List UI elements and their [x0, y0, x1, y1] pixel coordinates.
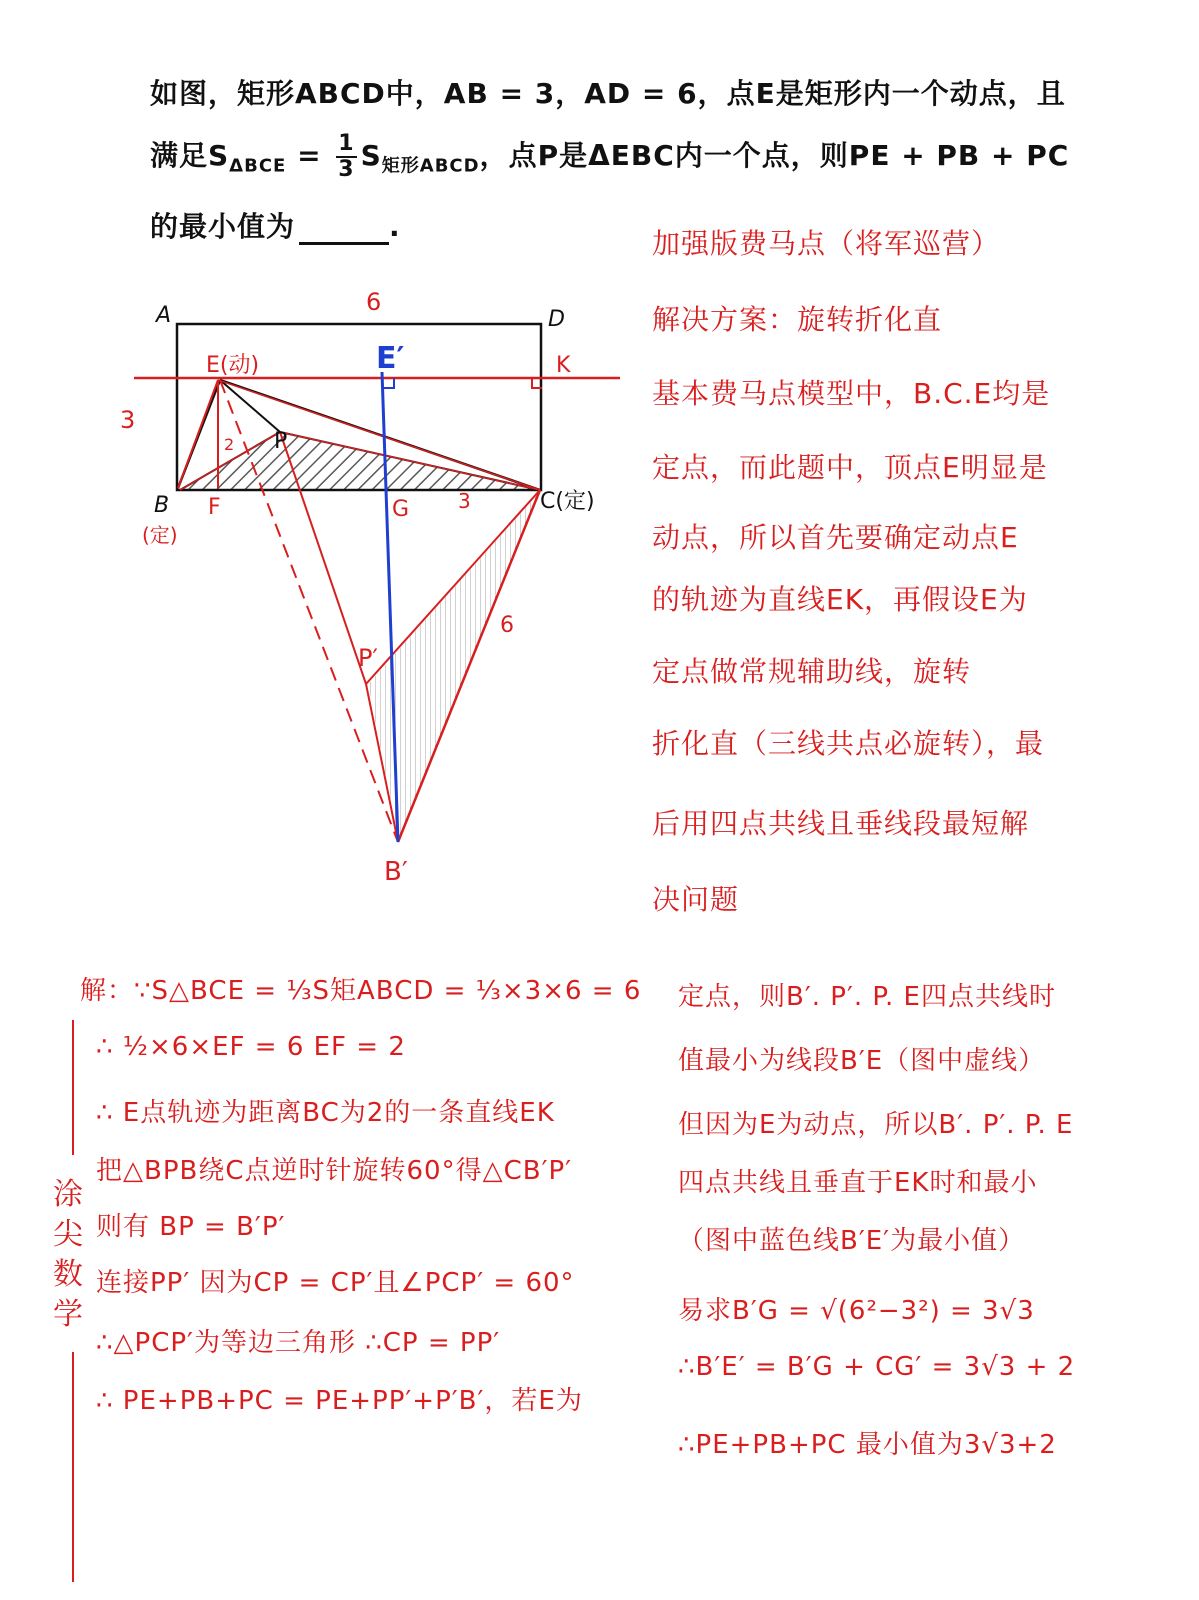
label-c: C(定) [540, 489, 595, 514]
label-eprime: E′ [376, 341, 405, 376]
shaded-triangle-cpb [368, 490, 540, 842]
solution-line: 则有 BP = B′P′ [96, 1212, 286, 1242]
label-len-ef: 2 [224, 435, 235, 454]
side-bar-bottom [72, 1352, 74, 1582]
note-line: 解决方案：旋转折化直 [652, 303, 943, 336]
note-line: 决问题 [652, 883, 740, 916]
answer-blank [299, 218, 389, 245]
solution-line: ∴PE+PB+PC 最小值为3√3+2 [678, 1430, 1057, 1460]
label-p: P [274, 429, 288, 454]
label-len-ad: 6 [366, 288, 382, 316]
label-a: A [156, 303, 172, 328]
problem-line2-d: ，点P是ΔEBC内一个点，则PE + PB + PC [479, 139, 1070, 172]
label-d: D [548, 307, 565, 332]
solution-line: 把△BPB绕C点逆时针旋转60°得△CB′P′ [96, 1156, 573, 1186]
label-len-gc: 3 [458, 489, 471, 513]
solution-line: ∴ PE+PB+PC = PE+PP′+P′B′，若E为 [96, 1386, 583, 1416]
label-len-ab: 3 [120, 406, 136, 434]
problem-line2-c: S [360, 139, 382, 172]
problem-line-1: 如图，矩形ABCD中，AB = 3，AD = 6，点E是矩形内一个动点，且 [150, 77, 1066, 110]
problem-sub-bce: ΔBCE [229, 155, 287, 177]
solution-line: ∴ E点轨迹为距离BC为2的一条直线EK [96, 1098, 555, 1128]
note-line: 加强版费马点（将军巡营） [652, 227, 1001, 260]
problem-line3-end: . [389, 210, 401, 243]
note-line: 折化直（三线共点必旋转），最 [652, 727, 1045, 760]
fraction-numerator: 1 [338, 131, 355, 156]
solution-line: ∴ ½×6×EF = 6 EF = 2 [96, 1032, 406, 1062]
note-line: 动点，所以首先要确定动点E [652, 521, 1019, 554]
label-len-cbprime: 6 [500, 613, 514, 638]
solution-line: ∴B′E′ = B′G + CG′ = 3√3 + 2 [678, 1352, 1076, 1382]
solution-line: 连接PP′ 因为CP = CP′且∠PCP′ = 60° [96, 1268, 575, 1298]
note-line: 的轨迹为直线EK，再假设E为 [652, 583, 1028, 616]
label-b-fixed: (定) [142, 523, 178, 547]
solution-line: 易求B′G = √(6²−3²) = 3√3 [678, 1296, 1035, 1326]
note-line: 定点做常规辅助线，旋转 [652, 655, 972, 688]
problem-line2-b: = [286, 139, 333, 172]
problem-line2-a: 满足S [150, 139, 230, 172]
side-label: 涂尖数学 [53, 1177, 83, 1332]
solution-line: （图中蓝色线B′E′为最小值） [678, 1226, 1026, 1256]
label-e: E(动) [206, 353, 260, 378]
problem-line-2 [150, 132, 1069, 182]
fraction-one-third [336, 132, 356, 182]
problem-line3-text: 的最小值为 [150, 210, 296, 243]
label-f: F [208, 495, 221, 520]
solution-line: 四点共线且垂直于EK时和最小 [678, 1168, 1038, 1198]
fraction-denominator: 3 [338, 157, 355, 182]
side-bar-top [72, 1020, 74, 1155]
solution-line: 定点，则B′. P′. P. E四点共线时 [678, 982, 1056, 1012]
label-b: B [154, 493, 170, 518]
note-line: 基本费马点模型中，B.C.E均是 [652, 377, 1051, 410]
label-bprime: B′ [384, 857, 408, 887]
label-k: K [556, 353, 571, 378]
note-line: 定点，而此题中，顶点E明显是 [652, 451, 1048, 484]
problem-sub-rect: 矩形ABCD [381, 155, 480, 177]
solution-line: 解：∵S△BCE = ⅓S矩ABCD = ⅓×3×6 = 6 [80, 976, 642, 1006]
geometry-figure [100, 280, 740, 900]
note-line: 后用四点共线且垂线段最短解 [652, 807, 1030, 840]
label-pprime: P′ [358, 644, 378, 672]
label-g: G [392, 497, 410, 522]
problem-line-3 [150, 205, 401, 245]
solution-line: 值最小为线段B′E（图中虚线） [678, 1046, 1046, 1076]
solution-line: ∴△PCP′为等边三角形 ∴CP = PP′ [96, 1328, 501, 1358]
solution-line: 但因为E为动点，所以B′. P′. P. E [678, 1110, 1074, 1140]
